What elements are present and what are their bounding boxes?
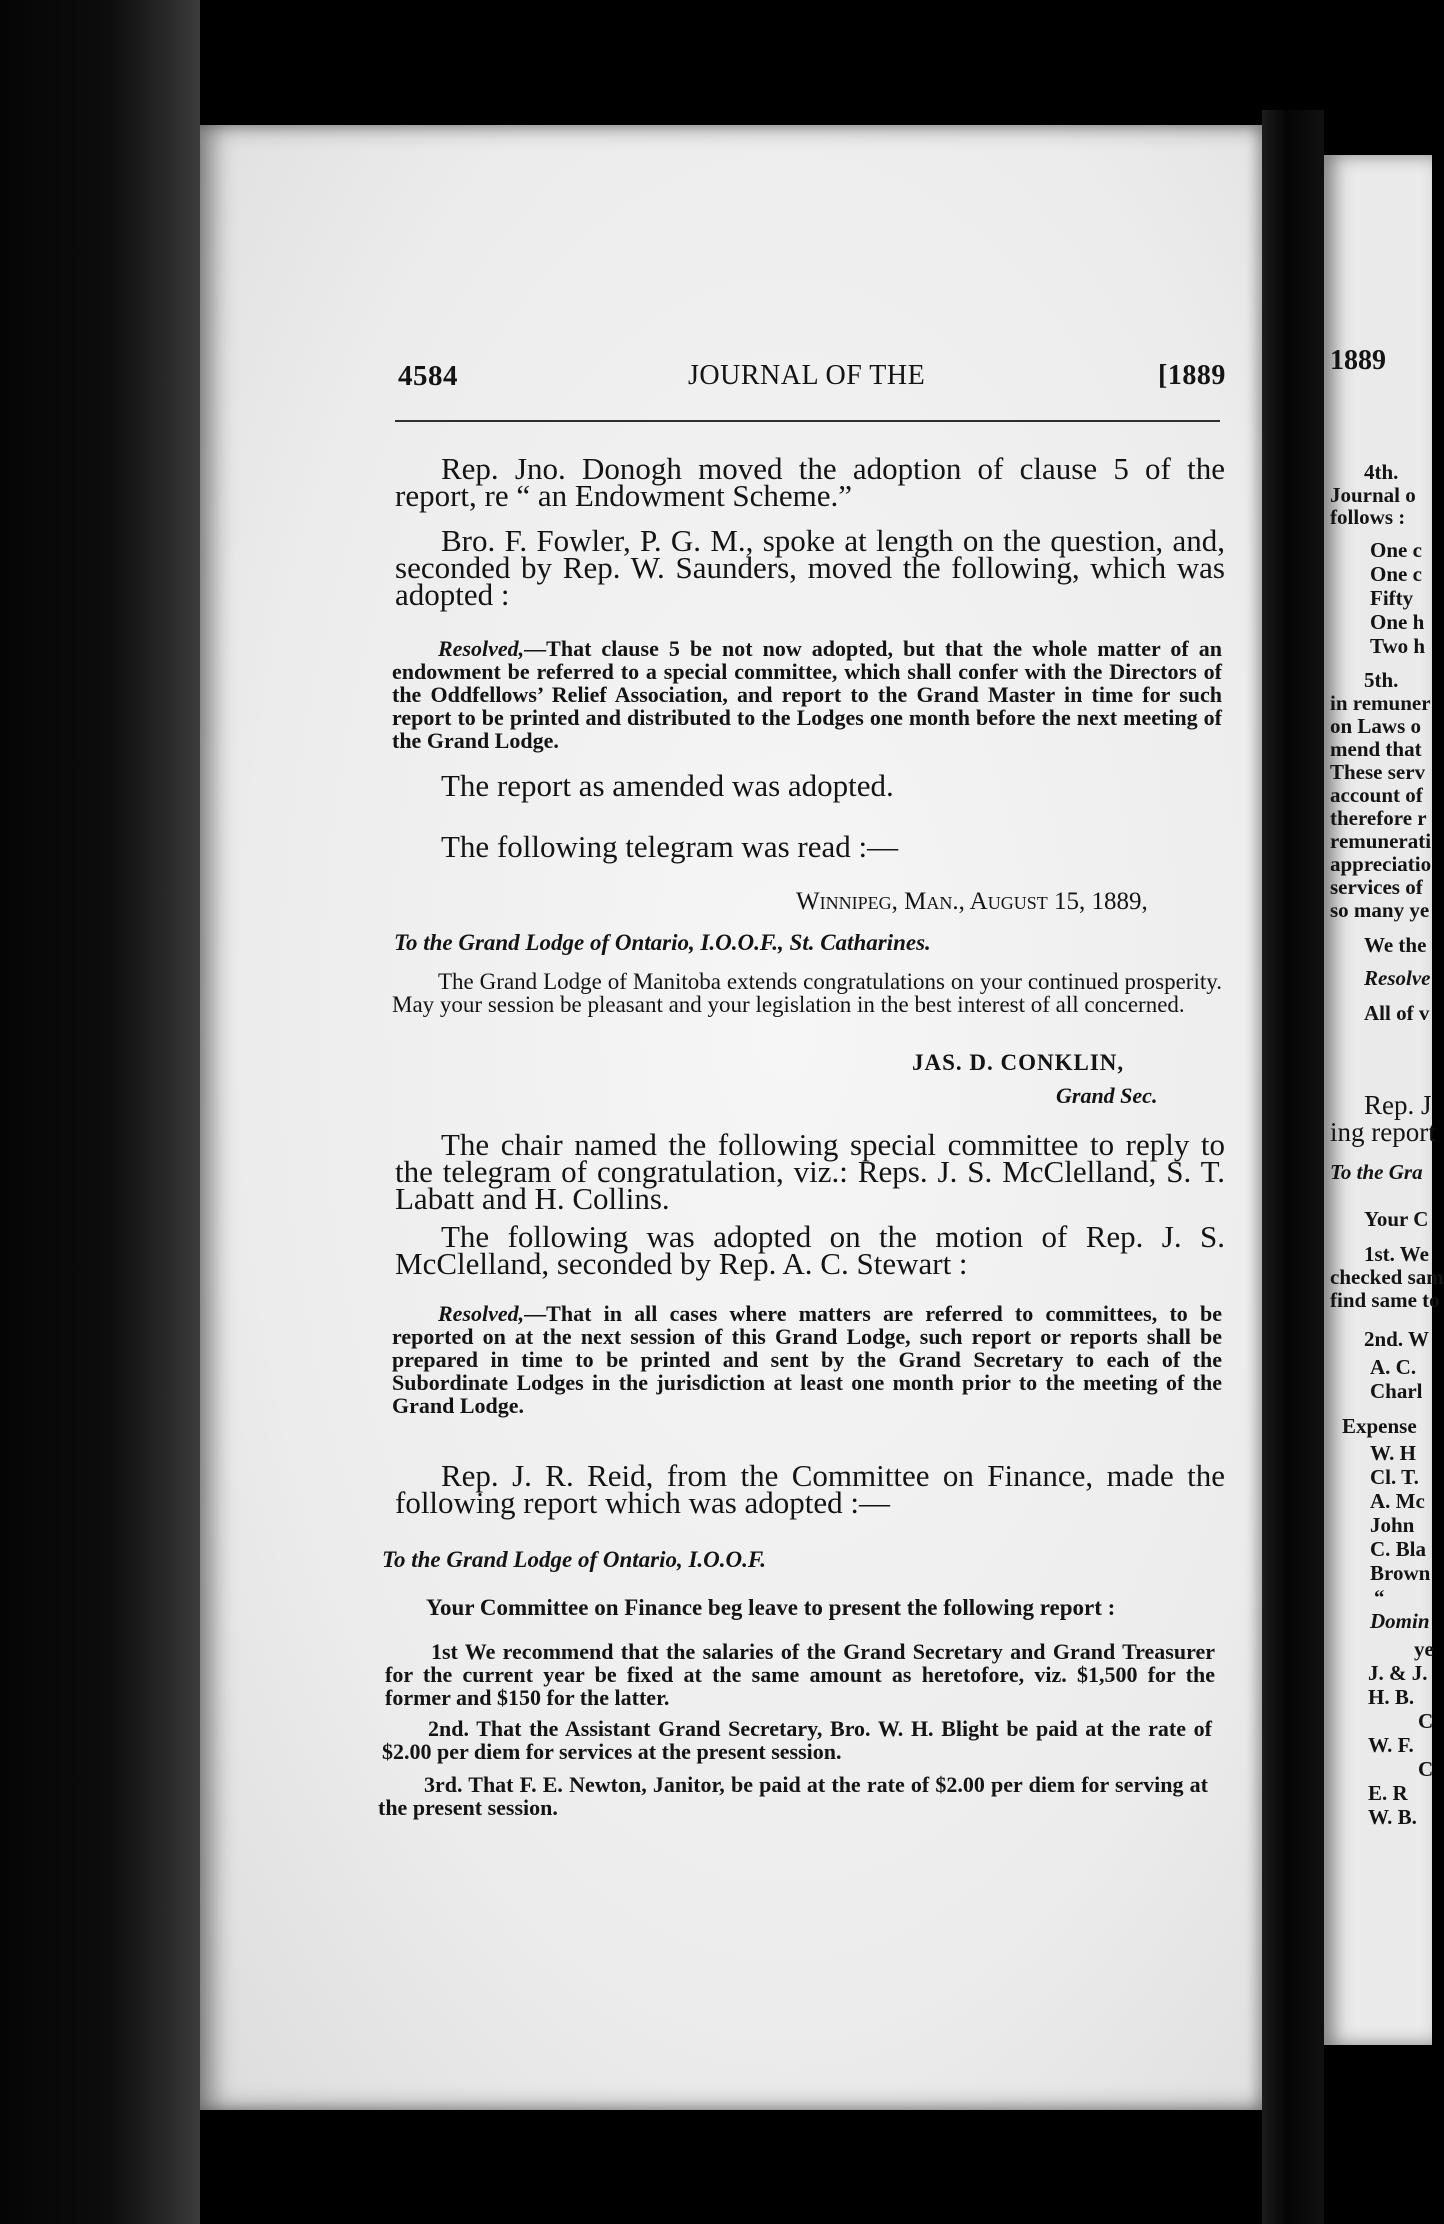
resolution-text: —That in all cases where matters are referred to committees, to be reported on at the next session of this Grand Lodge, such report or reports shall be prepared in time to be printed and sent by the Grand Secretary to each of the Subordinate Lodges in the jurisdiction at least one month prior to the meeting of the Grand Lodge.	[392, 1301, 1222, 1418]
facing-line: therefore r	[1330, 806, 1427, 830]
facing-line: Two h	[1370, 634, 1426, 658]
facing-line: find same to	[1330, 1288, 1440, 1312]
facing-line: H. B.	[1368, 1685, 1415, 1709]
paragraph-fowler: Bro. F. Fowler, P. G. M., spoke at length on the question, and, seconded by Rep. W. Saunders, moved the following, which was adopted :	[395, 523, 1225, 612]
finance-addressee: To the Grand Lodge of Ontario, I.O.O.F.	[382, 1547, 767, 1572]
facing-line: Charl	[1370, 1379, 1423, 1403]
facing-line: A. C.	[1370, 1355, 1417, 1379]
telegram-addressee: To the Grand Lodge of Ontario, I.O.O.F., St. Catharines.	[394, 930, 931, 955]
running-title: JOURNAL OF THE	[688, 360, 926, 391]
resolution-text: —That clause 5 be not now adopted, but that the whole matter of an endowment be referred to a special committee, which shall confer with the Directors of the Oddfellows’ Relief Association, and report to the Grand Master in time for such report to be printed and distributed to the Lodges one month before the next meeting of the Grand Lodge.	[392, 636, 1222, 753]
facing-line: on Laws o	[1330, 714, 1422, 738]
facing-line: C. Bla	[1370, 1537, 1427, 1561]
facing-line: 1st. We	[1364, 1242, 1429, 1266]
facing-line: Fifty	[1370, 586, 1414, 610]
facing-line: These serv	[1330, 760, 1426, 784]
facing-line: E. R	[1368, 1781, 1408, 1805]
facing-line: One c	[1370, 562, 1422, 586]
facing-line: so many ye	[1330, 898, 1430, 922]
paragraph-mcclelland-motion: The following was adopted on the motion of Rep. J. S. McClelland, seconded by Rep. A. C. Stewart :	[395, 1219, 1225, 1281]
paragraph-report-amended: The report as amended was adopted.	[441, 768, 894, 803]
facing-line: Domin	[1370, 1609, 1430, 1633]
facing-line: To the Gra	[1330, 1160, 1423, 1184]
resolution-committees	[392, 1302, 1222, 1417]
facing-line: in remuner	[1330, 691, 1431, 715]
facing-line: remunerati	[1330, 829, 1432, 853]
facing-line: follows :	[1330, 505, 1406, 529]
finance-item-2: 2nd. That the Assistant Grand Secretary, Bro. W. H. Blight be paid at the rate of $2.00 per diem for services at the present session.	[382, 1716, 1212, 1764]
paragraph-telegram-read: The following telegram was read :—	[441, 829, 899, 864]
facing-line: services of	[1330, 875, 1423, 899]
telegram-body: The Grand Lodge of Manitoba extends congratulations on your continued prosperity. May your session be pleasant and your legislation in the best interest of all concerned.	[392, 969, 1222, 1017]
header-rule	[395, 420, 1220, 422]
facing-line: Brown	[1370, 1561, 1431, 1585]
resolved-label: Resolved,	[438, 636, 525, 661]
facing-line: mend that	[1330, 737, 1422, 761]
resolved-label: Resolved,	[438, 1301, 525, 1326]
facing-line: Your C	[1364, 1207, 1429, 1231]
header-year: [1889	[1158, 360, 1226, 391]
facing-line: ye	[1414, 1637, 1434, 1661]
facing-line: account of	[1330, 783, 1423, 807]
finance-intro: Your Committee on Finance beg leave to present the following report :	[426, 1595, 1116, 1620]
book-gutter	[1262, 110, 1324, 2224]
facing-line: ing report	[1330, 1117, 1436, 1147]
facing-line: W. B.	[1368, 1805, 1417, 1829]
resolution-endowment	[392, 637, 1222, 752]
paragraph-special-committee: The chair named the following special committee to reply to the telegram of congratulation, viz.: Reps. J. S. McClelland, S. T. Labatt and H. Collins.	[395, 1127, 1225, 1216]
facing-line: Journal o	[1330, 483, 1416, 507]
facing-line: 2nd. W	[1364, 1327, 1429, 1351]
facing-page-fragment	[1324, 155, 1444, 2045]
facing-page-year: 1889	[1330, 345, 1386, 376]
facing-line: 4th.	[1364, 460, 1399, 484]
scan-dark-margin	[0, 0, 200, 2224]
facing-line: C	[1418, 1709, 1434, 1733]
facing-line: appreciatio	[1330, 852, 1432, 876]
facing-line: John	[1370, 1513, 1415, 1537]
paragraph-reid-finance: Rep. J. R. Reid, from the Committee on Finance, made the following report which was adopted :—	[395, 1458, 1225, 1520]
finance-item-1: 1st We recommend that the salaries of the Grand Secretary and Grand Treasurer for the current year be fixed at the same amount as heretofore, viz. $1,500 for the former and $150 for the latter.	[385, 1639, 1215, 1710]
facing-line: We the	[1364, 933, 1427, 957]
facing-line: C	[1418, 1757, 1434, 1781]
facing-line: 5th.	[1364, 668, 1399, 692]
facing-line: W. F.	[1368, 1733, 1414, 1757]
facing-line: checked sam	[1330, 1265, 1444, 1289]
facing-line: All of v	[1364, 1001, 1430, 1025]
finance-item-3: 3rd. That F. E. Newton, Janitor, be paid at the rate of $2.00 per diem for serving at the present session.	[378, 1772, 1208, 1820]
facing-line: Rep. J	[1364, 1090, 1432, 1120]
page-number: 4584	[398, 360, 458, 392]
telegram-signer: JAS. D. CONKLIN,	[912, 1050, 1125, 1075]
facing-line: Expense	[1342, 1414, 1417, 1438]
facing-line: One c	[1370, 538, 1422, 562]
facing-line: “	[1374, 1585, 1385, 1609]
facing-line: Cl. T.	[1370, 1465, 1419, 1489]
facing-line: J. & J.	[1368, 1661, 1428, 1685]
paragraph-donogh: Rep. Jno. Donogh moved the adoption of clause 5 of the report, re “ an Endowment Scheme.”	[395, 451, 1225, 513]
telegram-signer-title: Grand Sec.	[1056, 1083, 1158, 1108]
facing-line: One h	[1370, 610, 1425, 634]
facing-line: Resolve	[1364, 966, 1431, 990]
facing-line: W. H	[1370, 1441, 1416, 1465]
facing-line: A. Mc	[1370, 1489, 1425, 1513]
telegram-place-date: Winnipeg, Man., August 15, 1889,	[796, 888, 1148, 915]
